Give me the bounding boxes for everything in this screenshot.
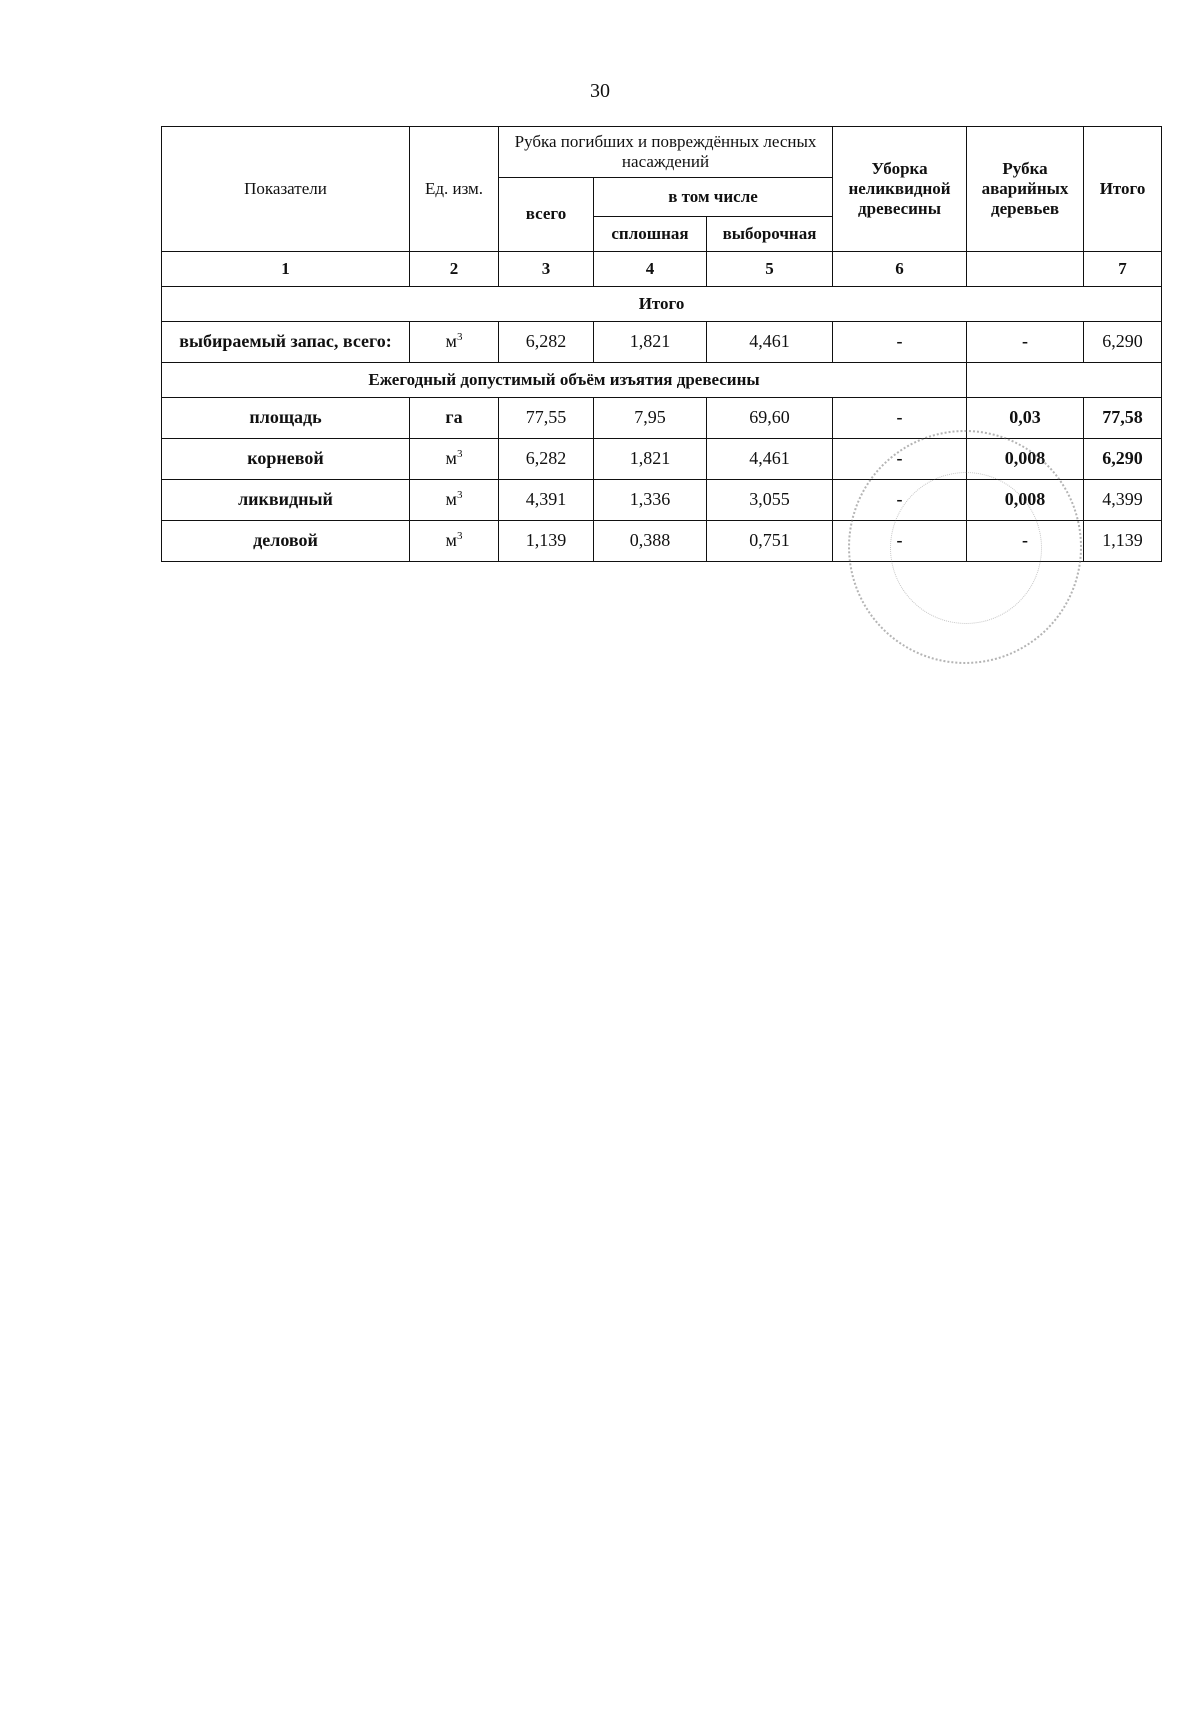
harvest-volume-table: [161, 126, 1162, 562]
column-number: 2: [410, 252, 499, 287]
table-cell: 1,139: [1084, 521, 1162, 562]
table-cell: 69,60: [707, 398, 833, 439]
header-unit: Ед. изм.: [410, 127, 499, 252]
row-label: деловой: [162, 521, 410, 562]
table-cell: 77,58: [1084, 398, 1162, 439]
table-cell: 1,821: [594, 322, 707, 363]
column-number: [967, 252, 1084, 287]
table-cell: 4,461: [707, 322, 833, 363]
table-cell: 1,821: [594, 439, 707, 480]
section-annual-row: [162, 363, 1162, 398]
table-row: [162, 521, 1162, 562]
section-annual-empty: [967, 363, 1162, 398]
table-cell: 6,290: [1084, 439, 1162, 480]
column-number: 5: [707, 252, 833, 287]
header-damaged-group: Рубка погибших и повреждённых лесных насаждений: [499, 127, 833, 178]
table-cell: -: [833, 480, 967, 521]
header-total: Итого: [1084, 127, 1162, 252]
table-cell: -: [833, 521, 967, 562]
row-unit: $м^3$: [410, 521, 499, 562]
table-cell: 6,282: [499, 322, 594, 363]
row-label: корневой: [162, 439, 410, 480]
column-numbers-row: [162, 252, 1162, 287]
table-cell: -: [833, 439, 967, 480]
header-hazard: Рубка аварийных деревьев: [967, 127, 1084, 252]
header-selective: выборочная: [707, 217, 833, 252]
table-cell: -: [967, 521, 1084, 562]
header-including: в том числе: [594, 178, 833, 217]
row-unit: га: [410, 398, 499, 439]
row-unit: $м^3$: [410, 480, 499, 521]
table-cell: -: [833, 398, 967, 439]
table-row: [162, 439, 1162, 480]
table-cell: 0,03: [967, 398, 1084, 439]
table-cell: 1,336: [594, 480, 707, 521]
table-cell: 0,008: [967, 480, 1084, 521]
table-cell: 6,282: [499, 439, 594, 480]
section-annual-title: Ежегодный допустимый объём изъятия древесины: [162, 363, 967, 398]
table-cell: 1,139: [499, 521, 594, 562]
table-cell: 0,008: [967, 439, 1084, 480]
header-total-sub: всего: [499, 178, 594, 252]
header-indicators: Показатели: [162, 127, 410, 252]
table-cell: 0,388: [594, 521, 707, 562]
table-row: [162, 322, 1162, 363]
row-unit: $м^3$: [410, 322, 499, 363]
table-cell: 7,95: [594, 398, 707, 439]
table-cell: 0,751: [707, 521, 833, 562]
row-unit: $м^3$: [410, 439, 499, 480]
row-label: площадь: [162, 398, 410, 439]
table-cell: 77,55: [499, 398, 594, 439]
column-number: 1: [162, 252, 410, 287]
table-cell: 4,391: [499, 480, 594, 521]
column-number: 7: [1084, 252, 1162, 287]
header-illiquid: Уборка неликвидной древесины: [833, 127, 967, 252]
row-label: ликвидный: [162, 480, 410, 521]
table-cell: 3,055: [707, 480, 833, 521]
table-cell: -: [833, 322, 967, 363]
page-number: 30: [590, 80, 610, 102]
table-cell: 4,399: [1084, 480, 1162, 521]
column-number: 4: [594, 252, 707, 287]
section-total-row: [162, 287, 1162, 322]
header-clear: сплошная: [594, 217, 707, 252]
section-total-title: Итого: [162, 287, 1162, 322]
column-number: 3: [499, 252, 594, 287]
table-row: [162, 398, 1162, 439]
table-cell: -: [967, 322, 1084, 363]
column-number: 6: [833, 252, 967, 287]
table-cell: 6,290: [1084, 322, 1162, 363]
table-cell: 4,461: [707, 439, 833, 480]
row-label: выбираемый запас, всего:: [162, 322, 410, 363]
header-row-1: [162, 127, 1162, 178]
table-row: [162, 480, 1162, 521]
